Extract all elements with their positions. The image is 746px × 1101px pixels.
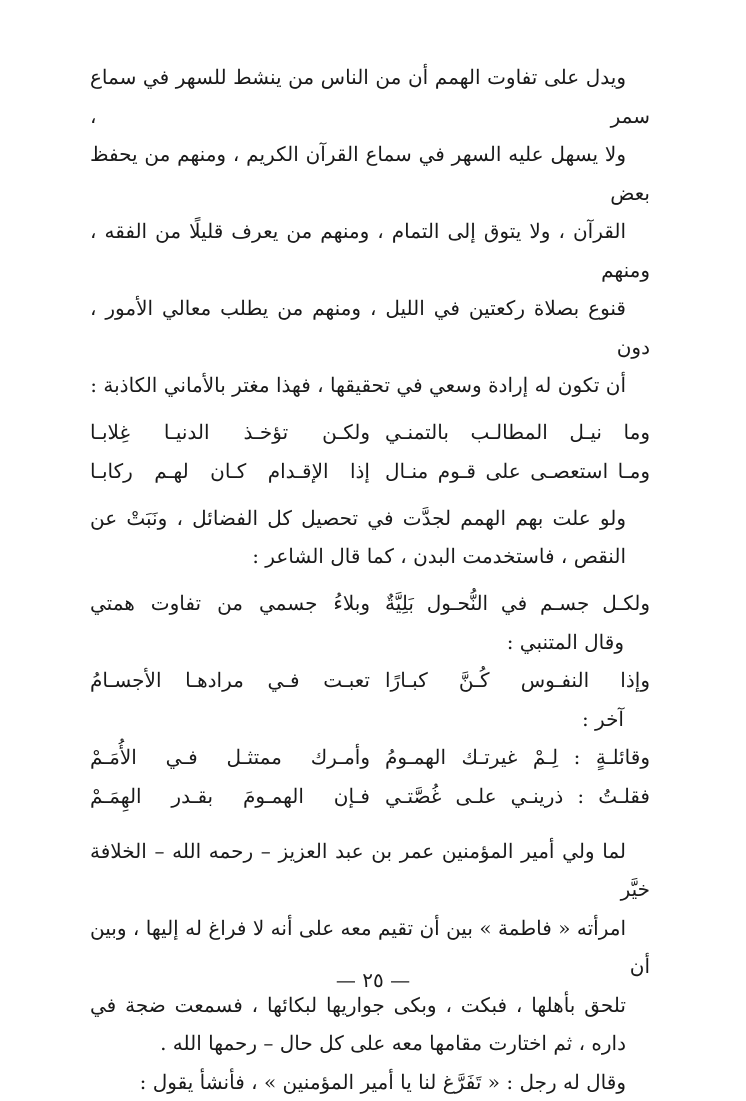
page-number: — ٢٥ — <box>0 968 746 992</box>
verse-block <box>90 738 650 816</box>
paragraph-poet <box>90 499 650 576</box>
text-line: ولا يسهل عليه السهر في سماع القرآن الكريم ، ومنهم من يحفظ بعض <box>90 135 650 212</box>
intro-mutanabbi: وقال المتنبي : <box>90 623 650 661</box>
text-line: أن تكون له إرادة وسعي في تحقيقها ، فهذا مغتر بالأماني الكاذبة : <box>90 366 650 405</box>
text-line: داره ، ثم اختارت مقامها معه على كل حال – رحمها الله . <box>90 1024 650 1063</box>
text-line: وقال له رجل : « تَفَرَّغ لنا يا أمير المؤمنين » ، فأنشأ يقول : <box>90 1063 650 1101</box>
page-body <box>90 58 650 1101</box>
text-line: القرآن ، ولا يتوق إلى التمام ، ومنهم من يعرف قليلًا من الفقه ، ومنهم <box>90 212 650 289</box>
verse-first-hemistich: فقلـتُ : ذرينـي علـى غُصَّتـي <box>385 777 650 816</box>
intro-other-poet: آخر : <box>90 700 650 738</box>
paragraph-umar <box>90 832 650 1063</box>
text-line: قنوع بصلاة ركعتين في الليل ، ومنهم من يطلب معالي الأمور ، دون <box>90 289 650 366</box>
verse-block <box>90 413 650 491</box>
verse-first-hemistich: ولكـل جسـم في النُّحـول بَلِيَّةٌ <box>385 584 650 623</box>
verse-block <box>90 661 650 700</box>
text-line: ولو علت بهم الهمم لجدَّت في تحصيل كل الفضائل ، ونَبَتْ عن <box>90 499 650 538</box>
verse-second-hemistich: ولكـن تؤخـذ الدنيـا غِلابـا <box>90 413 370 452</box>
text-line: ويدل على تفاوت الهمم أن من الناس من ينشط للسهر في سماع سمر ، <box>90 58 650 135</box>
verse-first-hemistich: وقائلـةٍ : لِـمْ غيرتـك الهمـومُ <box>385 738 650 777</box>
text-line: تلحق بأهلها ، فبكت ، وبكى جواريها لبكائها ، فسمعت ضجة في <box>90 986 650 1025</box>
text-line: النقص ، فاستخدمت البدن ، كما قال الشاعر : <box>90 537 650 576</box>
verse-first-hemistich: وما نيـل المطالـب بالتمنـي <box>385 413 650 452</box>
text-line: لما ولي أمير المؤمنين عمر بن عبد العزيز – رحمه الله – الخلافة خيَّر <box>90 832 650 909</box>
verse-line <box>90 661 650 700</box>
verse-first-hemistich: وإذا النفـوس كُـنَّ كبـارًا <box>385 661 650 700</box>
verse-second-hemistich: إذا الإقـدام كـان لهـم ركابـا <box>90 452 370 491</box>
verse-line <box>90 738 650 777</box>
paragraph-himam <box>90 58 650 405</box>
verse-line <box>90 584 650 623</box>
verse-first-hemistich: ومـا استعصـى على قـوم منـال <box>385 452 650 491</box>
verse-block <box>90 584 650 623</box>
verse-line <box>90 777 650 816</box>
paragraph-man-said <box>90 1063 650 1101</box>
verse-second-hemistich: وأمـرك ممتثـل فـي الأُمَـمْ <box>90 738 370 777</box>
verse-second-hemistich: تعبـت فـي مرادهـا الأجسـامُ <box>90 661 370 700</box>
verse-line <box>90 452 650 491</box>
verse-second-hemistich: وبلاءُ جسمي من تفاوت همتي <box>90 584 370 623</box>
verse-second-hemistich: فـإن الهمـومَ بقـدر الهِمَـمْ <box>90 777 370 816</box>
text-line: امرأته « فاطمة » بين أن تقيم معه على أنه لا فراغ له إليها ، وبين أن <box>90 909 650 986</box>
verse-line <box>90 413 650 452</box>
